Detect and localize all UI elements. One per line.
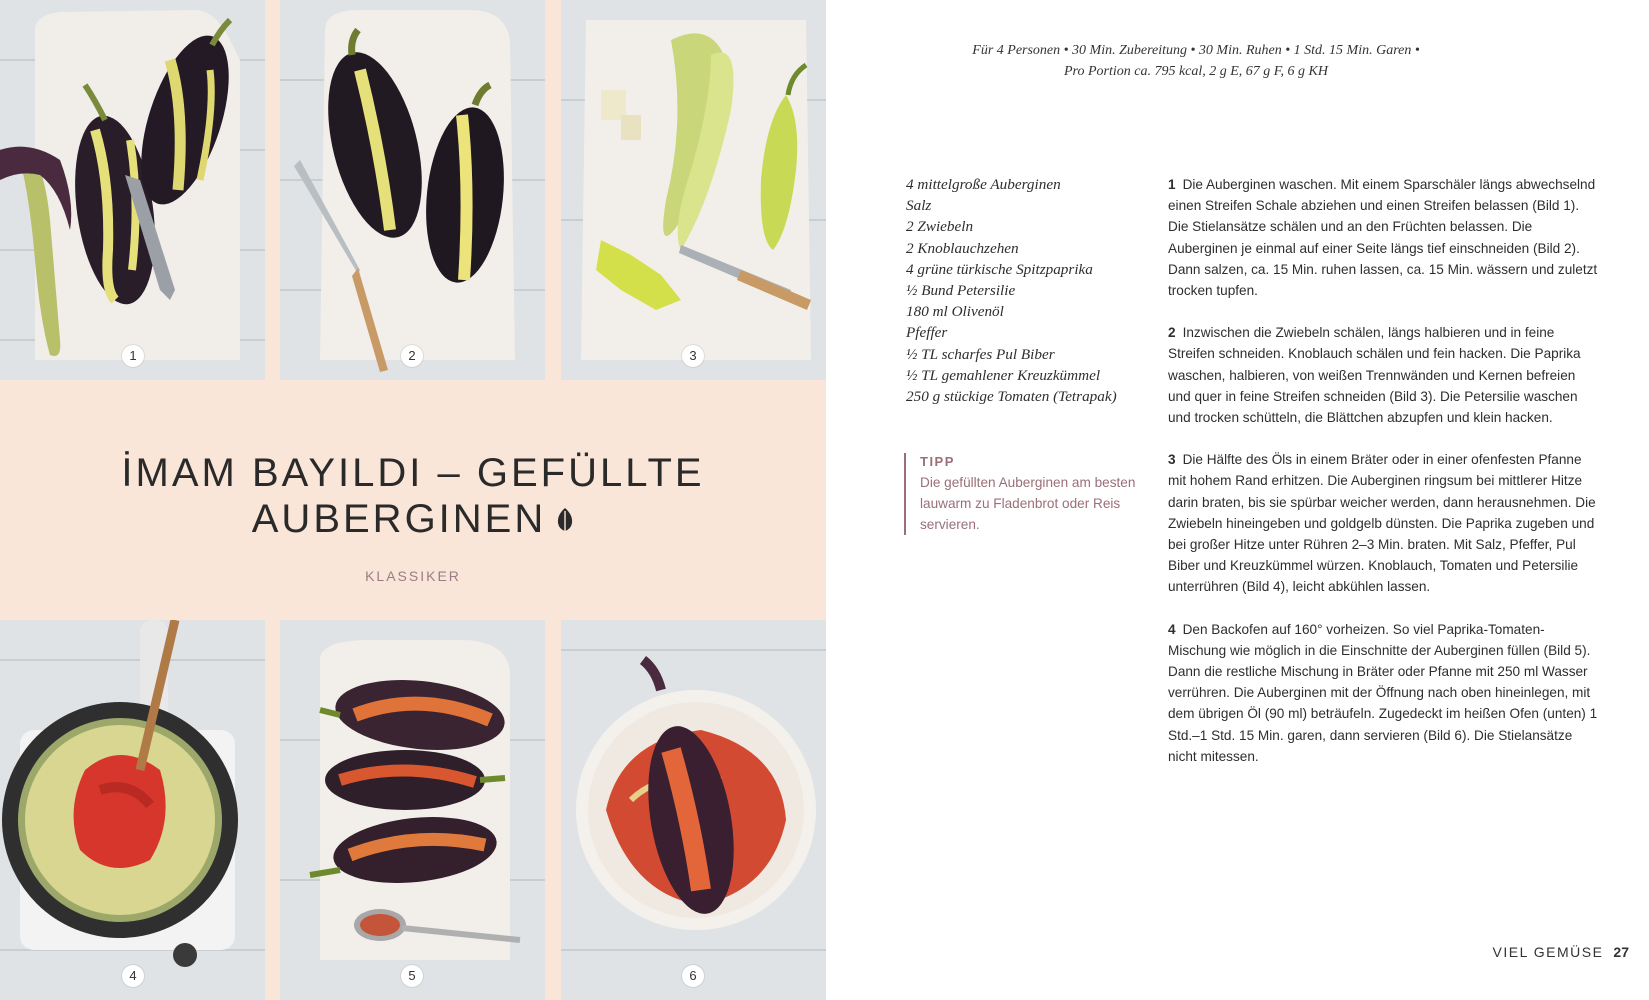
- photo-number-2: 2: [401, 345, 423, 367]
- ingredient-item: ½ TL gemahlener Kreuzkümmel: [906, 366, 1101, 384]
- ingredients-list: [906, 174, 1136, 407]
- photo-step-2: [280, 0, 545, 380]
- leaf-icon: [556, 507, 574, 535]
- photo-number-5: 5: [401, 965, 423, 987]
- recipe-title-line-1: İMAM BAYILDI – GEFÜLLTE: [121, 451, 705, 495]
- step-text: Den Backofen auf 160° vorheizen. So viel Paprika-Tomaten-Mischung wie möglich in die Einschnitte der Auberginen füllen (Bild 5). Dann die restliche Mischung in Bräter oder Pfanne mit 250 ml Wasser verrühren. Die Auberginen mit der Öffnung nach oben hineinlegen, mit dem übrigen Öl (90 ml) beträufeln. Zugedeckt im heißen Ofen (unten) 1 Std.–1 Std. 15 Min. garen, dann servieren (Bild 6). Die Stielansätze nicht mitessen.: [1168, 621, 1598, 764]
- recipe-title-line-2: [60, 496, 766, 542]
- photo-number-3: 3: [682, 345, 704, 367]
- page-footer: [1493, 944, 1629, 960]
- recipe-title-line-2-text: AUBERGINEN: [251, 497, 547, 541]
- recipe-title-block: [0, 380, 826, 620]
- step-number: 3: [1168, 452, 1176, 468]
- meta-nutrition: Pro Portion ca. 795 kcal, 2 g E, 67 g F, 6 g KH: [1063, 64, 1329, 79]
- step-number: 2: [1168, 325, 1176, 341]
- recipe-meta: [886, 40, 1506, 82]
- ingredient-item: 2 Knoblauchzehen: [906, 239, 1019, 257]
- tip-box: [904, 453, 1140, 535]
- ingredient-item: 4 grüne türkische Spitzpaprika: [906, 260, 1093, 278]
- ingredient-item: ½ Bund Petersilie: [906, 282, 1016, 300]
- meta-servings-times: Für 4 Personen • 30 Min. Zubereitung • 30 Min. Ruhen • 1 Std. 15 Min. Garen •: [972, 43, 1420, 58]
- photo-step-1: [0, 0, 265, 380]
- photo-number-4: 4: [122, 965, 144, 987]
- ingredient-item: 250 g stückige Tomaten (Tetrapak): [906, 388, 1117, 406]
- ingredient-item: Salz: [906, 197, 932, 215]
- photo-step-5: [280, 620, 545, 1000]
- ingredient-item: 2 Zwiebeln: [906, 218, 974, 236]
- footer-section-name: VIEL GEMÜSE: [1492, 944, 1604, 960]
- photo-step-3: [561, 0, 826, 380]
- step-text: Die Hälfte des Öls in einem Bräter oder in einer ofenfesten Pfanne mit hohem Rand erhitzen. Die Auberginen ringsum bei mittlerer Hitze darin braten, bis sie spürbar weicher werden, dann herausnehmen. Die Zwiebeln hineingeben und goldgelb dünsten. Die Paprika zugeben und bei großer Hitze unter Rühren 2–3 Min. braten. Mit Salz, Pfeffer, Pul Biber und Kreuzkümmel würzen. Knoblauch, Tomaten und Petersilie unterrühren (Bild 4), leicht abkühlen lassen.: [1168, 452, 1596, 595]
- photo-number-1: 1: [122, 345, 144, 367]
- tip-label: TIPP: [920, 454, 955, 469]
- page-number: 27: [1613, 944, 1629, 960]
- right-page: [826, 0, 1649, 1000]
- ingredient-item: 4 mittelgroße Auberginen: [906, 176, 1061, 193]
- photo-number-6: 6: [682, 965, 704, 987]
- instruction-steps: [1168, 174, 1598, 788]
- step-number: 4: [1168, 621, 1176, 637]
- tip-text: Die gefüllten Auberginen am besten lauwarm zu Fladenbrot oder Reis servieren.: [920, 475, 1136, 532]
- recipe-title: [60, 450, 766, 542]
- instruction-step: [1168, 449, 1598, 597]
- step-text: Inzwischen die Zwiebeln schälen, längs halbieren und in feine Streifen schneiden. Knoblauch schälen und fein hacken. Die Paprika waschen, halbieren, von weißen Trennwänden und Kernen befreien und quer in feine Streifen schneiden (Bild 3). Die Petersilie waschen und trocken schütteln, die Blättchen abzupfen und klein hacken.: [1168, 325, 1581, 426]
- step-text: Die Auberginen waschen. Mit einem Sparschäler längs abwechselnd einen Streifen Schale abziehen und einen Streifen belassen (Bild 1). Die Stielansätze schälen und an den Früchten belassen. Die Auberginen je einmal auf einer Seite längs tief einschneiden (Bild 2). Dann salzen, ca. 15 Min. ruhen lassen, ca. 15 Min. wässern und zuletzt trocken tupfen.: [1168, 177, 1598, 299]
- instruction-step: [1168, 619, 1598, 767]
- instruction-step: [1168, 174, 1598, 301]
- step-number: 1: [1168, 177, 1176, 192]
- ingredient-item: ½ TL scharfes Pul Biber: [906, 345, 1055, 363]
- ingredient-item: 180 ml Olivenöl: [906, 303, 1004, 321]
- photo-step-4: [0, 620, 265, 1000]
- recipe-category: KLASSIKER: [365, 568, 461, 584]
- photo-step-6: [561, 620, 826, 1000]
- instruction-step: [1168, 322, 1598, 428]
- ingredient-item: Pfeffer: [906, 324, 948, 342]
